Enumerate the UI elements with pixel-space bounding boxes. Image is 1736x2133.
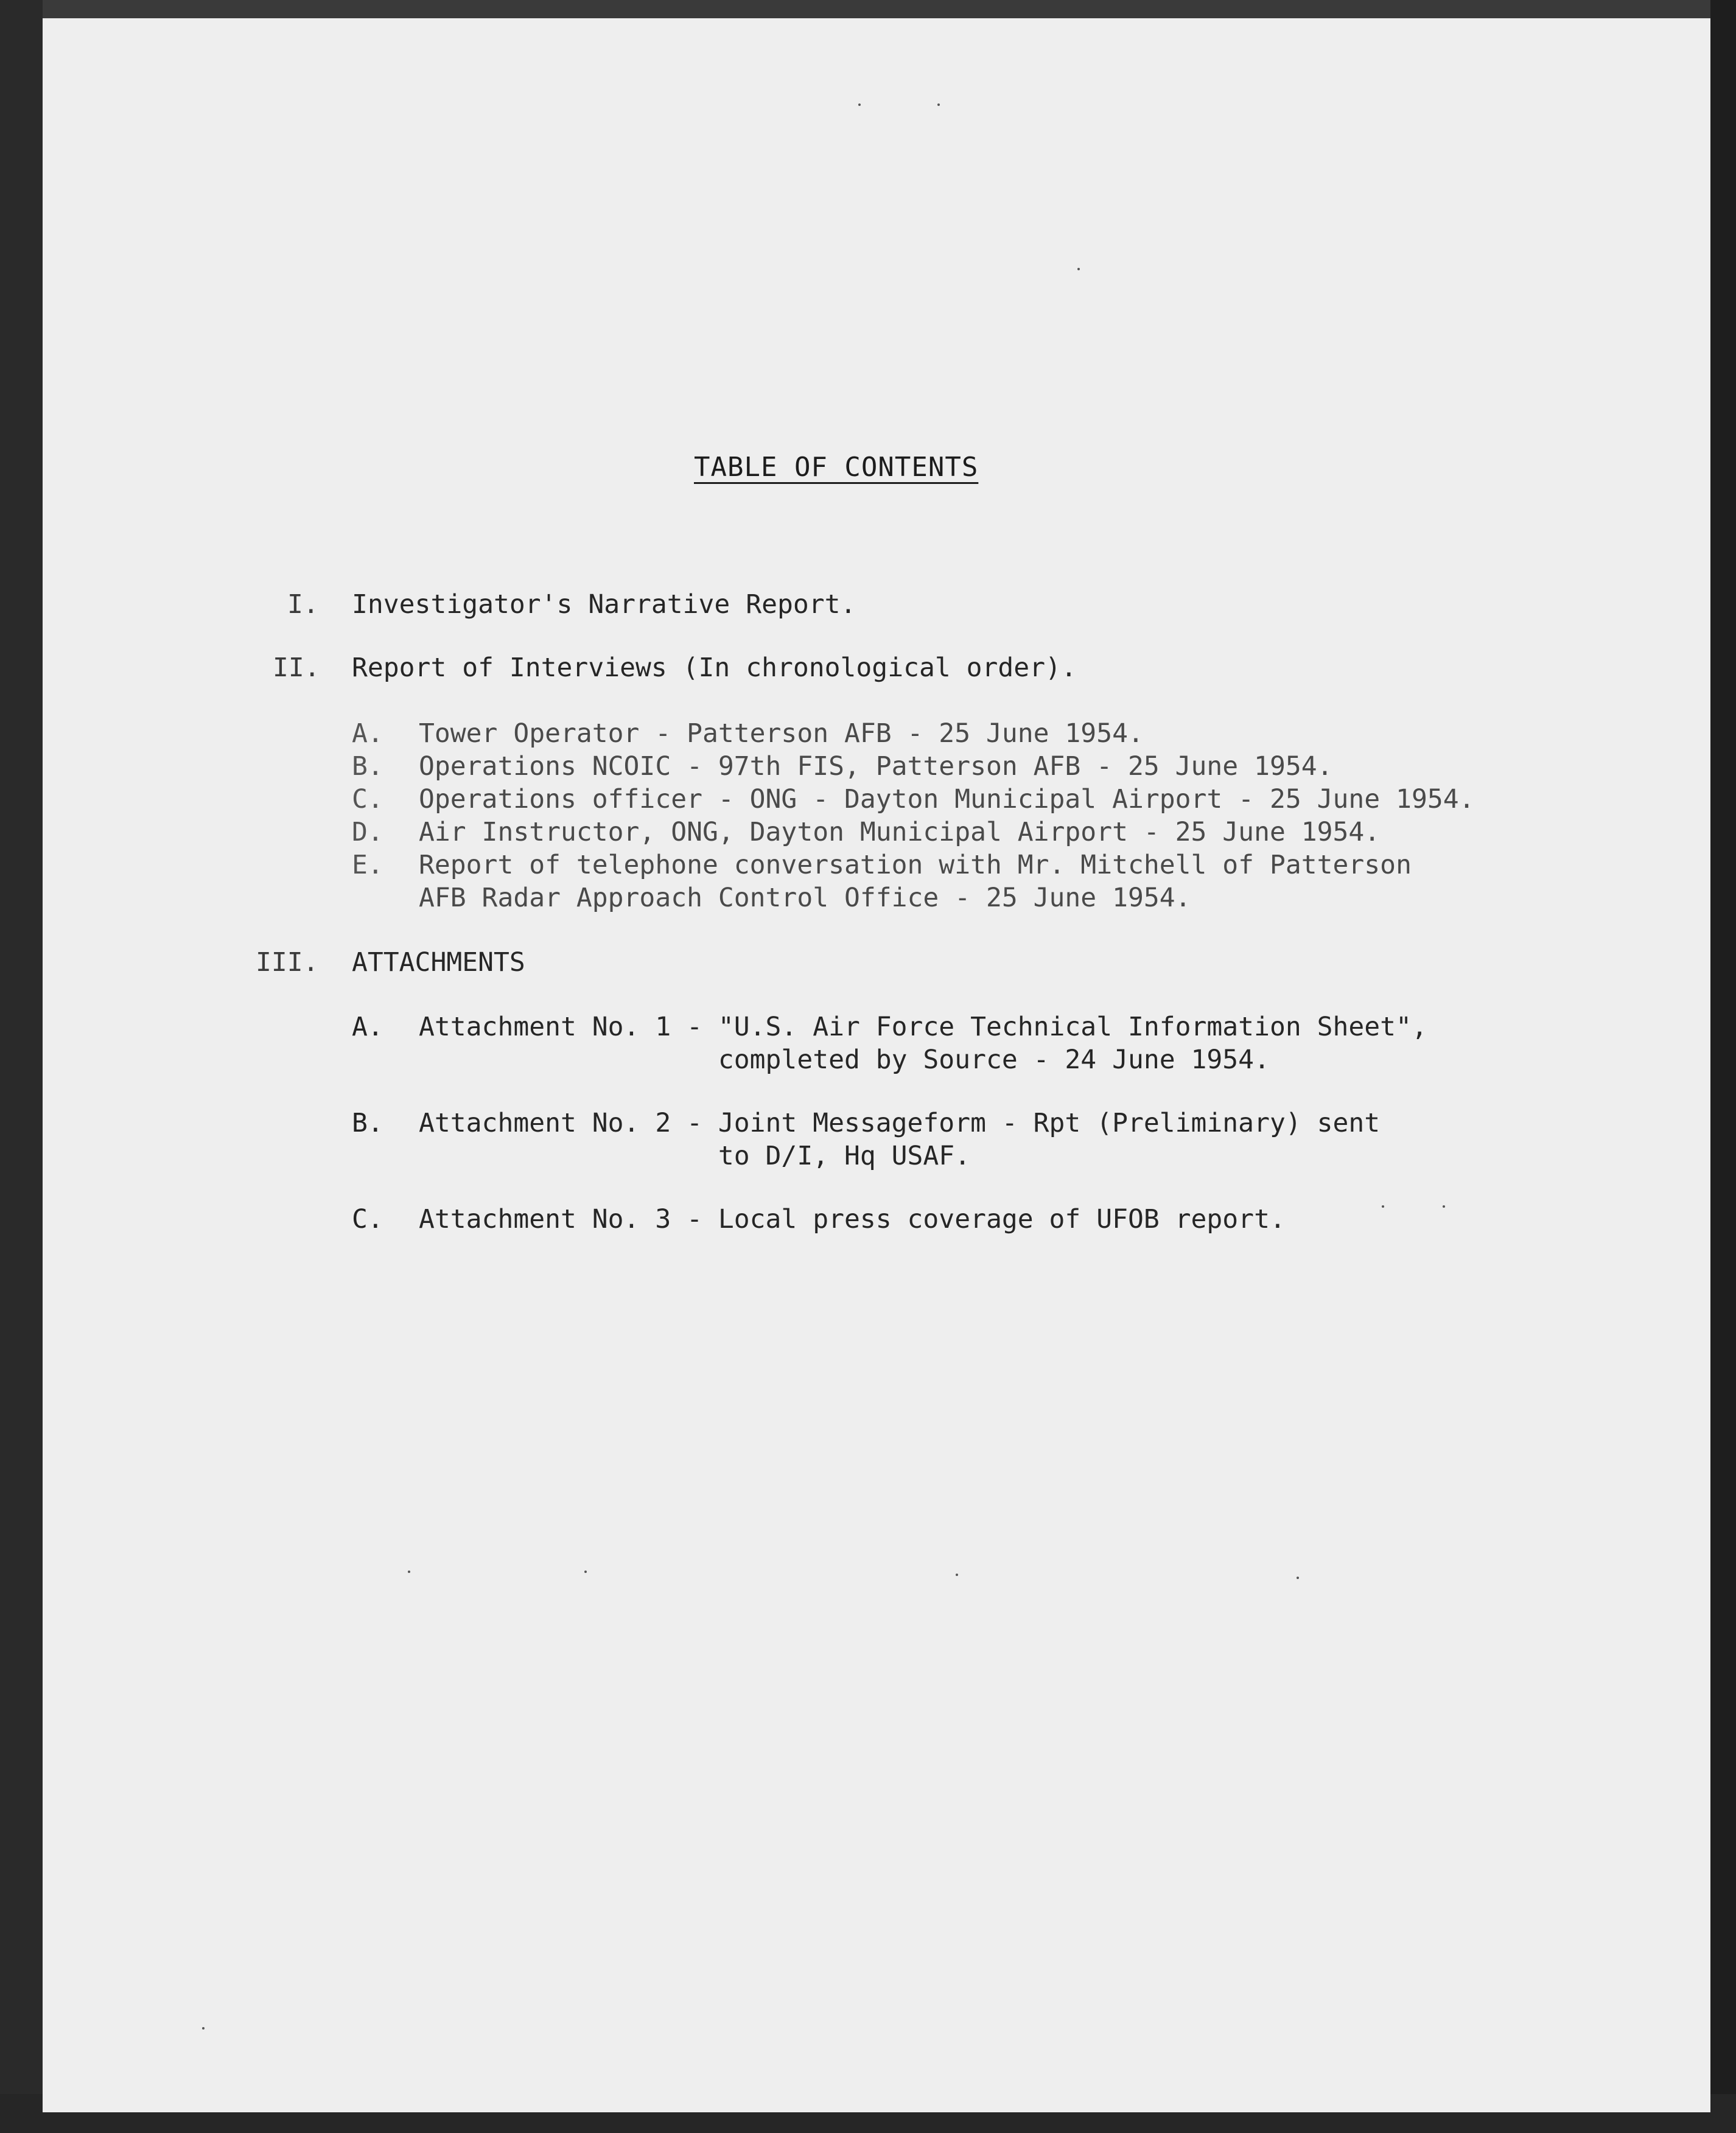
scan-speck	[1443, 1205, 1445, 1208]
list-item-continuation: completed by Source - 24 June 1954.	[419, 1045, 1270, 1075]
scan-speck	[858, 103, 861, 106]
document-page	[43, 18, 1710, 2112]
list-item-letter: A.	[352, 1012, 383, 1042]
scan-border-top	[0, 0, 1736, 18]
section-numeral: I.	[287, 589, 319, 620]
list-item-letter: B.	[352, 1108, 383, 1138]
scan-speck	[1297, 1577, 1299, 1579]
scan-speck	[937, 103, 940, 106]
list-item-letter: B.	[352, 751, 383, 782]
scan-speck	[1382, 1205, 1384, 1208]
scan-speck	[202, 2027, 205, 2030]
scan-speck	[584, 1571, 587, 1573]
list-item-letter: D.	[352, 817, 383, 847]
list-item-letter: E.	[352, 850, 383, 880]
list-item: Attachment No. 1 - "U.S. Air Force Technical Information Sheet",	[419, 1012, 1427, 1042]
section-numeral: II.	[273, 653, 320, 683]
list-item-letter: A.	[352, 718, 383, 749]
scan-speck	[408, 1571, 410, 1573]
scan-speck	[956, 1574, 958, 1576]
section-heading: Investigator's Narrative Report.	[352, 589, 856, 620]
list-item: Operations officer - ONG - Dayton Municipal Airport - 25 June 1954.	[419, 784, 1475, 814]
section-heading: ATTACHMENTS	[352, 947, 525, 978]
list-item: Air Instructor, ONG, Dayton Municipal Airport - 25 June 1954.	[419, 817, 1381, 847]
section-heading: Report of Interviews (In chronological order).	[352, 653, 1077, 683]
page-title: TABLE OF CONTENTS	[694, 452, 979, 483]
list-item-letter: C.	[352, 1204, 383, 1235]
scan-border-right	[1710, 0, 1736, 2133]
list-item-continuation: to D/I, Hq USAF.	[419, 1141, 971, 1171]
list-item: Operations NCOIC - 97th FIS, Patterson AFB - 25 June 1954.	[419, 751, 1333, 782]
scan-border-left	[0, 0, 43, 2133]
list-item: Attachment No. 2 - Joint Messageform - Rpt (Preliminary) sent	[419, 1108, 1381, 1138]
list-item-letter: C.	[352, 784, 383, 814]
list-item: Attachment No. 3 - Local press coverage of UFOB report.	[419, 1204, 1286, 1235]
scan-speck	[1077, 268, 1080, 270]
list-item: Tower Operator - Patterson AFB - 25 June 1954.	[419, 718, 1144, 749]
list-item-continuation: AFB Radar Approach Control Office - 25 June 1954.	[419, 883, 1191, 913]
list-item: Report of telephone conversation with Mr. Mitchell of Patterson	[419, 850, 1412, 880]
section-numeral: III.	[256, 947, 319, 978]
